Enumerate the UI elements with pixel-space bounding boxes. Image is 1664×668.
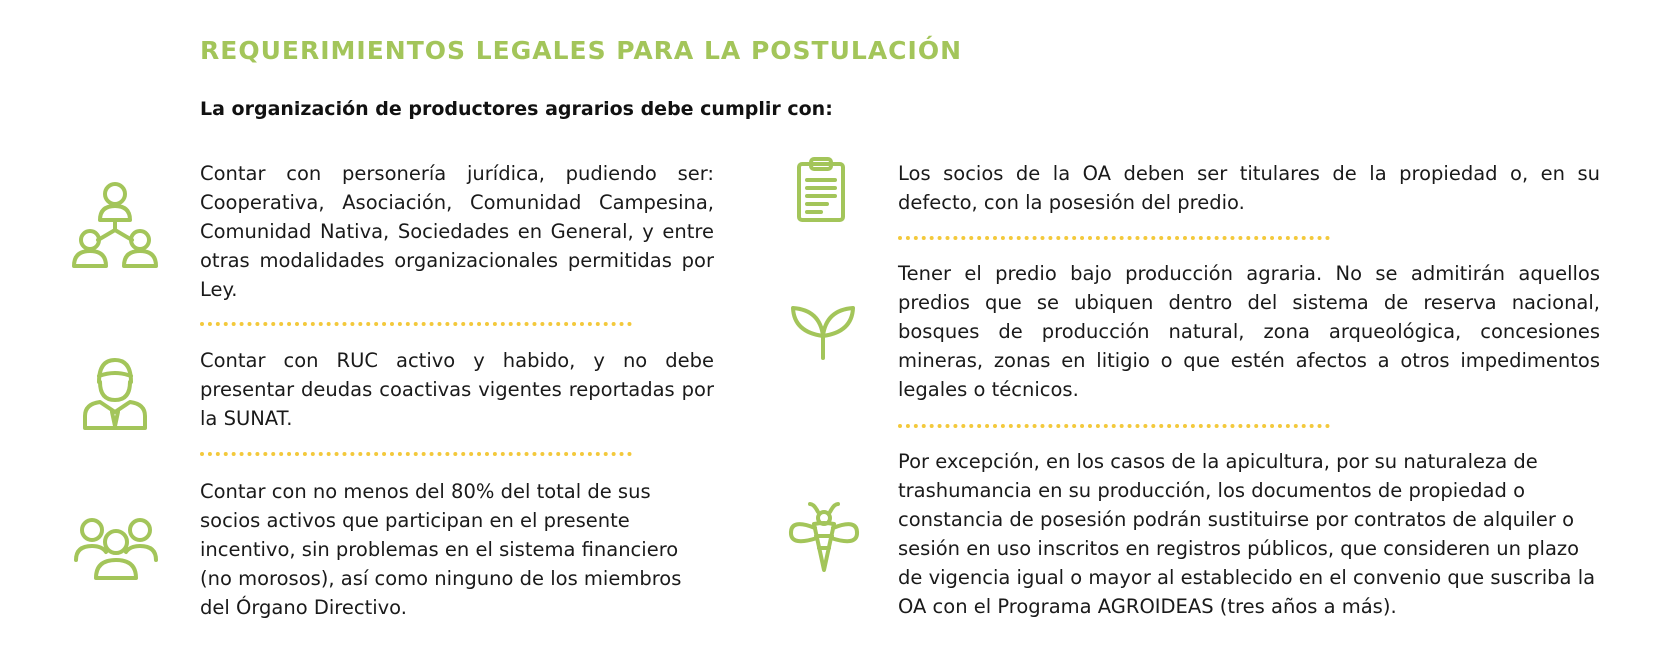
clipboard-icon [796,156,846,222]
page-title: REQUERIMIENTOS LEGALES PARA LA POSTULACIÓN [200,36,962,65]
divider-dots [200,322,632,326]
businessman-icon [82,356,148,430]
divider-dots [898,236,1330,240]
left-item-1: Contar con personería jurídica, pudiendo ser: Cooperativa, Asociación, Comunidad Campesina, Comunidad Nativa, Sociedades en General, y entre otras modalidades organizacionales permitidas por Ley. [200,162,714,301]
page-subtitle: La organización de productores agrarios debe cumplir con: [200,98,833,120]
organization-hierarchy-icon [70,180,160,272]
right-item-1: Los socios de la OA deben ser titulares de la propiedad o, en su defecto, con la posesión del predio. [898,162,1600,214]
right-item-3: Por excepción, en los casos de la apicultura, por su naturaleza de trashumancia en su producción, los documentos de propiedad o constancia de posesión podrán sustituirse por contratos de alquiler o sesión en uso inscritos en registros públicos, que consideren un plazo de vigencia igual o mayor al establecido en el convenio que suscriba la OA con el Programa AGROIDEAS (tres años a más). [898,450,1596,618]
group-people-icon [74,514,158,582]
divider-dots [200,452,632,456]
bee-icon [788,500,860,572]
divider-dots [898,424,1330,428]
left-item-3: Contar con no menos del 80% del total de sus socios activos que participan en el presente incentivo, sin problemas en el sistema financiero (no morosos), así como ninguno de los miembros del Órgano Directivo. [200,480,682,619]
left-item-2: Contar con RUC activo y habido, y no debe presentar deudas coactivas vigentes reportadas por la SUNAT. [200,349,714,430]
right-item-2: Tener el predio bajo producción agraria. No se admitirán aquellos predios que se ubiquen dentro del sistema de reserva nacional, bosques de producción natural, zona arqueológica, concesiones mineras, zonas en litigio o que estén afectos a otros impedimentos legales o técnicos. [898,262,1600,401]
sprout-icon [790,304,856,360]
